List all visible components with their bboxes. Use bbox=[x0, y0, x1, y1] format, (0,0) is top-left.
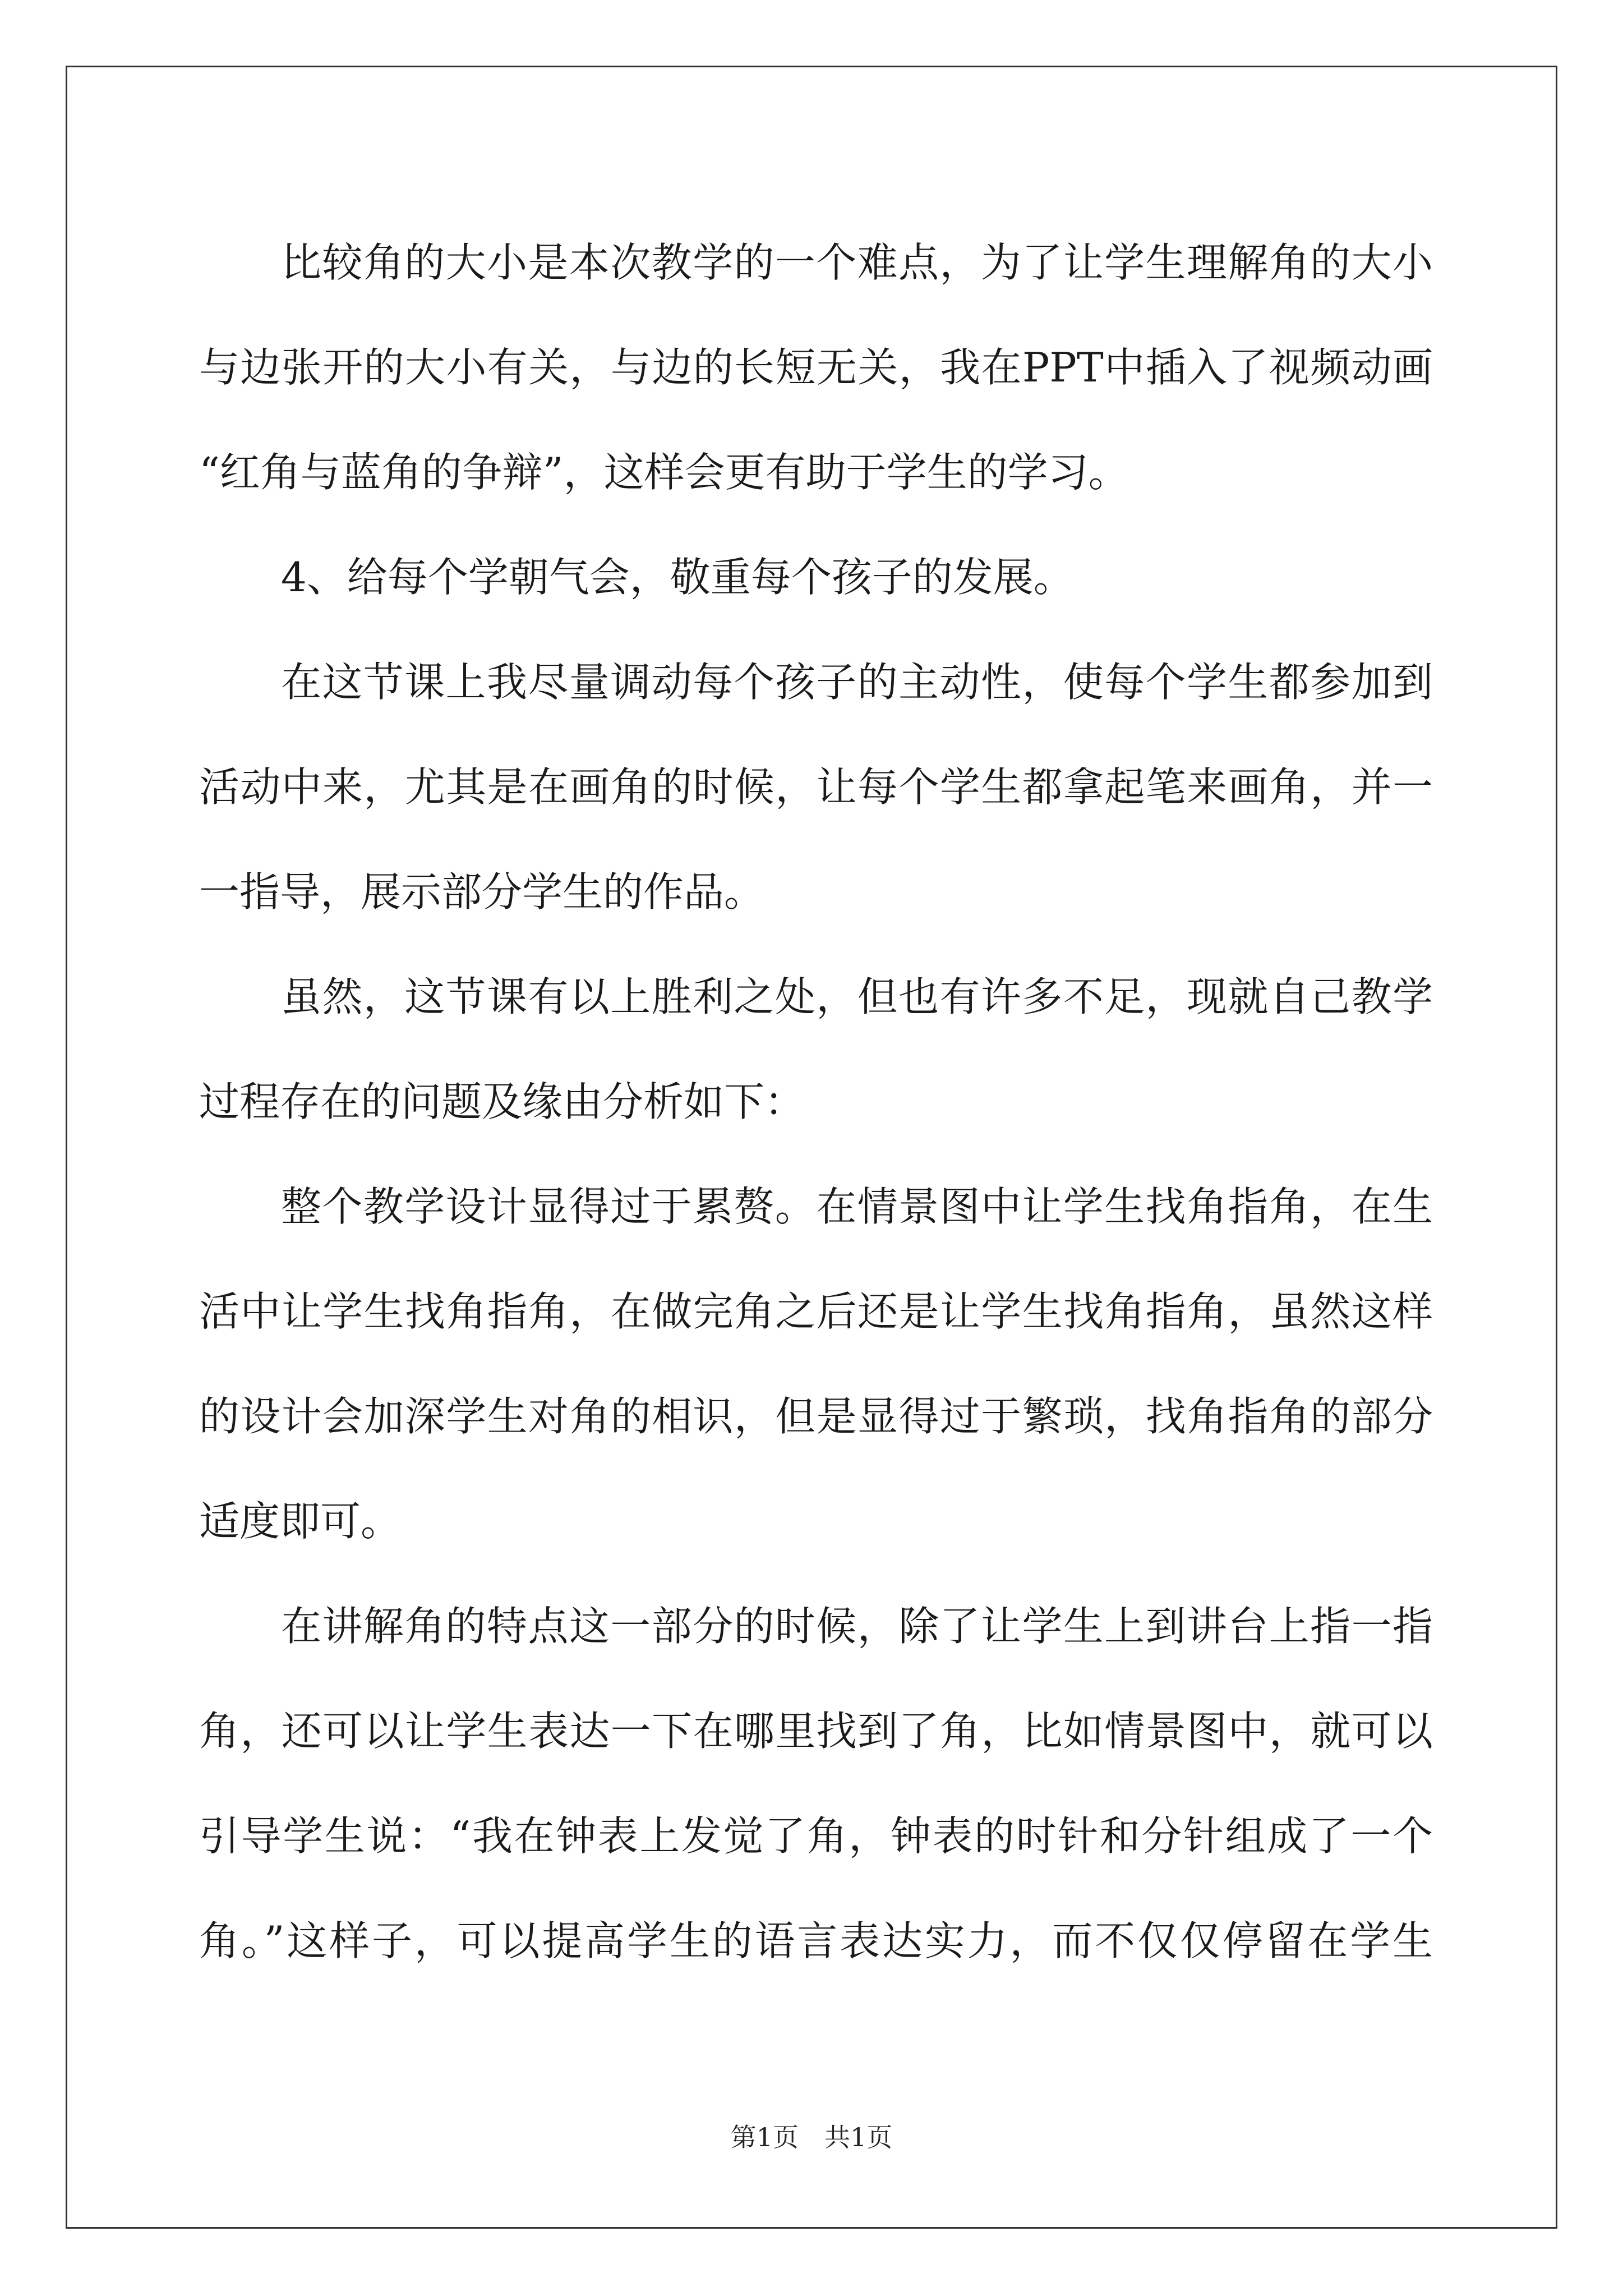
paragraph-5-line-3: 的设计会加深学生对角的相识，但是显得过于繁琐，找角指角的部分 bbox=[199, 1393, 1433, 1440]
page-number-total: 共1页 bbox=[824, 2122, 893, 2152]
paragraph-6-line-1: 在讲解角的特点这一部分的时候，除了让学生上到讲台上指一指 bbox=[281, 1603, 1433, 1650]
page-number-current: 第1页 bbox=[730, 2122, 799, 2152]
paragraph-4-line-2: 过程存在的问题及缘由分析如下： bbox=[199, 1078, 805, 1125]
paragraph-2-line-1: 4、给每个学朝气会，敬重每个孩子的发展。 bbox=[281, 554, 1074, 601]
paragraph-4-line-1: 虽然，这节课有以上胜利之处，但也有许多不足，现就自己教学 bbox=[281, 973, 1433, 1020]
paragraph-1-line-3: “红角与蓝角的争辩”，这样会更有助于学生的学习。 bbox=[199, 449, 1129, 496]
paragraph-5-line-2: 活中让学生找角指角，在做完角之后还是让学生找角指角，虽然这样 bbox=[199, 1288, 1433, 1335]
paragraph-5-line-1: 整个教学设计显得过于累赘。在情景图中让学生找角指角，在生 bbox=[281, 1183, 1433, 1230]
paragraph-6-line-4: 角。”这样子，可以提高学生的语言表达实力，而不仅仅停留在学生 bbox=[199, 1917, 1433, 1964]
paragraph-3-line-2: 活动中来，尤其是在画角的时候，让每个学生都拿起笔来画角，并一 bbox=[199, 763, 1433, 811]
paragraph-6-line-2: 角，还可以让学生表达一下在哪里找到了角，比如情景图中，就可以 bbox=[199, 1708, 1433, 1755]
paragraph-1-line-2: 与边张开的大小有关，与边的长短无关，我在PPT中插入了视频动画 bbox=[199, 344, 1433, 391]
paragraph-5-line-4: 适度即可。 bbox=[199, 1498, 402, 1545]
document-body bbox=[199, 210, 1433, 1994]
paragraph-6-line-3: 引导学生说：“我在钟表上发觉了角，钟表的时针和分针组成了一个 bbox=[199, 1812, 1433, 1860]
page-footer bbox=[0, 2120, 1623, 2154]
paragraph-1-line-1: 比较角的大小是本次教学的一个难点，为了让学生理解角的大小 bbox=[281, 239, 1433, 286]
paragraph-3-line-1: 在这节课上我尽量调动每个孩子的主动性，使每个学生都参加到 bbox=[281, 659, 1433, 706]
paragraph-3-line-3: 一指导，展示部分学生的作品。 bbox=[199, 868, 765, 915]
